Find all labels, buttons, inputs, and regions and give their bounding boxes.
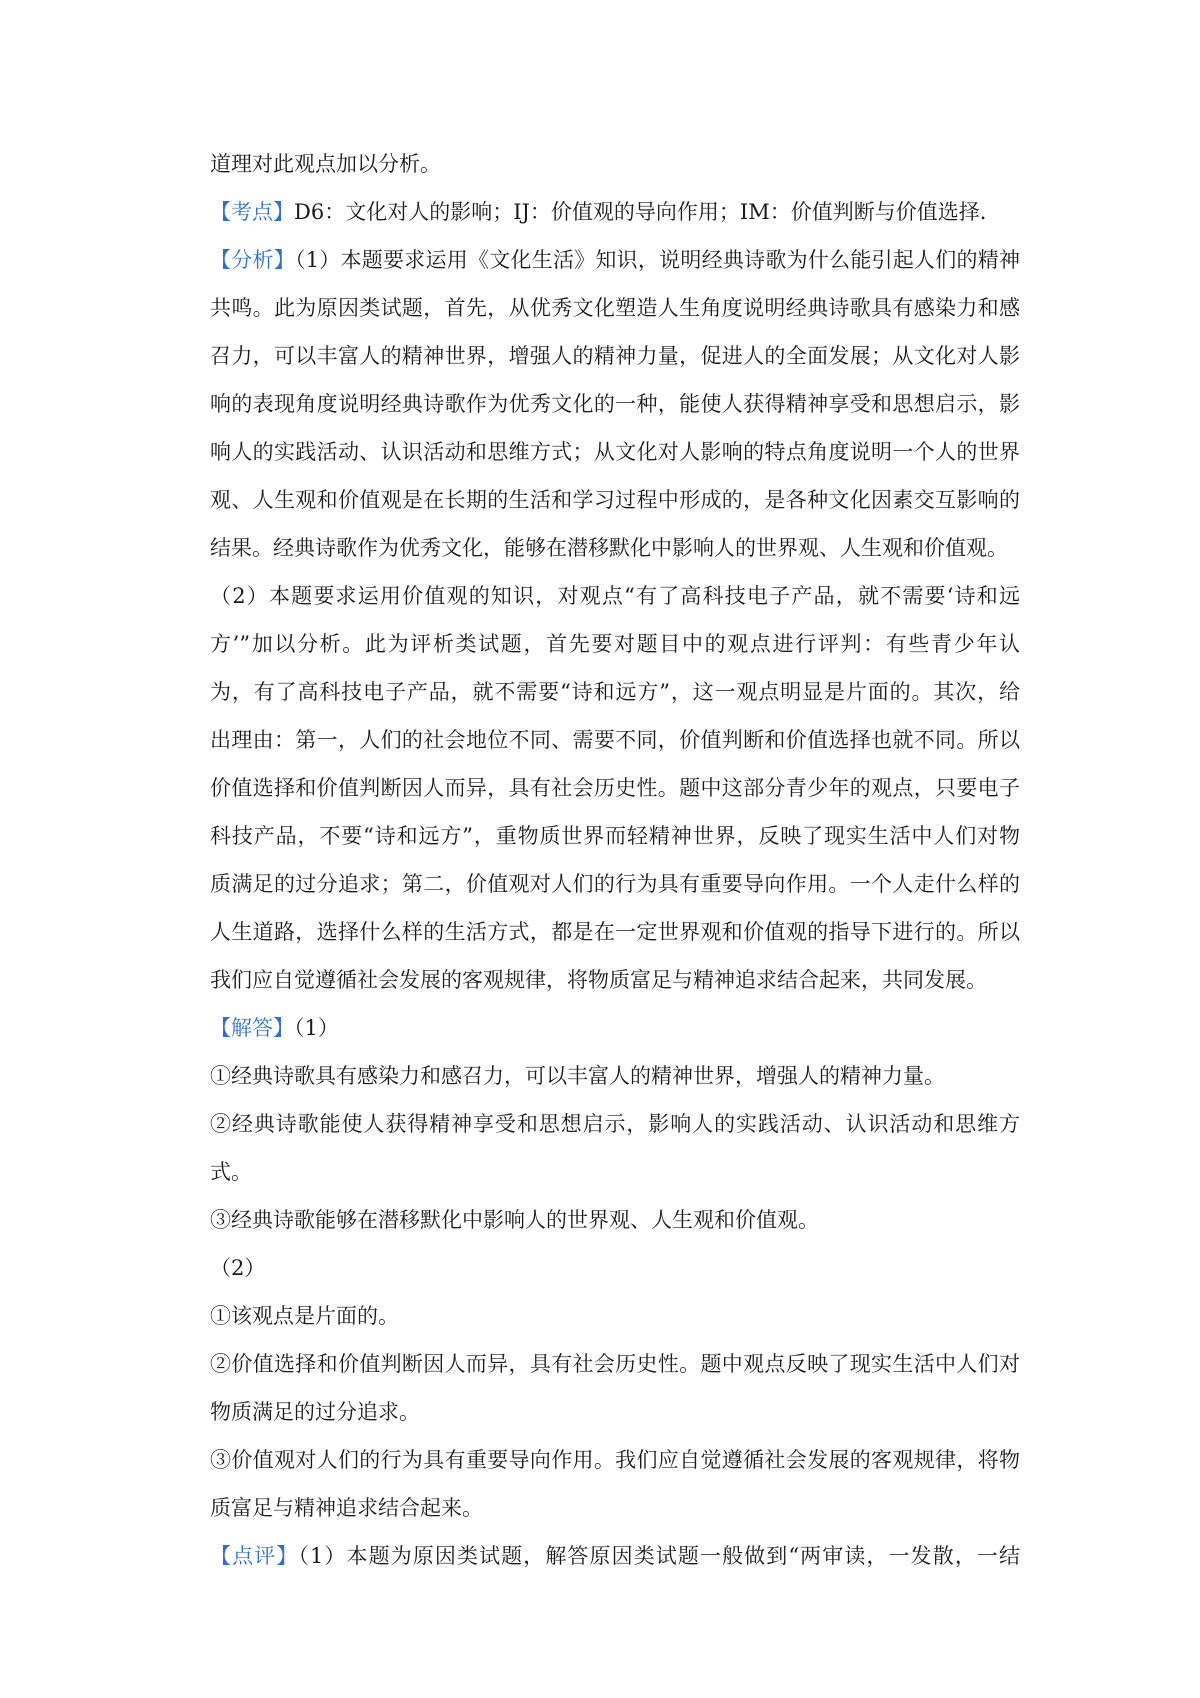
document-page: [210, 140, 1020, 1580]
line-text: 价值选择和价值判断因人而异，具有社会历史性。题中这部分青少年的观点，只要电子: [210, 776, 1020, 800]
section-tag-jieda: 【解答】: [210, 1016, 294, 1040]
line-text: 物质满足的过分追求。: [210, 1400, 420, 1424]
text-line: [210, 1340, 1020, 1388]
text-line: [210, 812, 1020, 860]
line-text: （2）本题要求运用价值观的知识，对观点“有了高科技电子产品，就不需要‘诗和远: [210, 584, 1020, 608]
text-line: [210, 284, 1020, 332]
line-text: 响人的实践活动、认识活动和思维方式；从文化对人影响的特点角度说明一个人的世界: [210, 440, 1020, 464]
line-text: 观、人生观和价值观是在长期的生活和学习过程中形成的，是各种文化因素交互影响的: [210, 488, 1020, 512]
text-line: [210, 620, 1020, 668]
text-line: [210, 1196, 1020, 1244]
section-tag-kaodian: 【考点】: [210, 200, 294, 224]
line-text: 响的表现角度说明经典诗歌作为优秀文化的一种，能使人获得精神享受和思想启示，影: [210, 392, 1020, 416]
line-text: （1）本题要求运用《文化生活》知识，说明经典诗歌为什么能引起人们的精神: [294, 248, 1021, 272]
text-line: [210, 332, 1020, 380]
text-line: [210, 140, 1020, 188]
text-line: [210, 1148, 1020, 1196]
text-line: [210, 1052, 1020, 1100]
line-text: （1）: [294, 1016, 339, 1040]
line-text: ②价值选择和价值判断因人而异，具有社会历史性。题中观点反映了现实生活中人们对: [210, 1352, 1020, 1376]
line-text: 为，有了高科技电子产品，就不需要“诗和远方”，这一观点明显是片面的。其次，给: [210, 680, 1020, 704]
text-line: [210, 1436, 1020, 1484]
text-line: [210, 1484, 1020, 1532]
text-line: [210, 668, 1020, 716]
line-text: ②经典诗歌能使人获得精神享受和思想启示，影响人的实践活动、认识活动和思维方: [210, 1112, 1020, 1136]
text-line: [210, 476, 1020, 524]
line-text: 我们应自觉遵循社会发展的客观规律，将物质富足与精神追求结合起来，共同发展。: [210, 968, 987, 992]
line-text: （2）: [210, 1256, 266, 1280]
line-text: ③价值观对人们的行为具有重要导向作用。我们应自觉遵循社会发展的客观规律，将物: [210, 1448, 1020, 1472]
line-text: ①经典诗歌具有感染力和感召力，可以丰富人的精神世界，增强人的精神力量。: [210, 1064, 945, 1088]
text-line: [210, 1292, 1020, 1340]
text-line: [210, 1100, 1020, 1148]
text-line: [210, 1004, 1020, 1052]
text-line: [210, 188, 1020, 236]
line-text: 出理由：第一，人们的社会地位不同、需要不同，价值判断和价值选择也就不同。所以: [210, 728, 1020, 752]
section-tag-fenxi: 【分析】: [210, 248, 295, 272]
line-text: 方’”加以分析。此为评析类试题，首先要对题目中的观点进行评判：有些青少年认: [210, 632, 1020, 656]
text-line: [210, 380, 1020, 428]
text-line: [210, 716, 1020, 764]
line-text: 共鸣。此为原因类试题，首先，从优秀文化塑造人生角度说明经典诗歌具有感染力和感: [210, 296, 1020, 320]
line-text: 召力，可以丰富人的精神世界，增强人的精神力量，促进人的全面发展；从文化对人影: [210, 344, 1020, 368]
text-line: [210, 908, 1020, 956]
text-line: [210, 956, 1020, 1004]
line-text: 人生道路，选择什么样的生活方式，都是在一定世界观和价值观的指导下进行的。所以: [210, 920, 1020, 944]
text-line: [210, 428, 1020, 476]
line-text: （1）本题为原因类试题，解答原因类试题一般做到“两审读，一发散，一结: [298, 1544, 1021, 1568]
line-text: ③经典诗歌能够在潜移默化中影响人的世界观、人生观和价值观。: [210, 1208, 819, 1232]
line-text: 结果。经典诗歌作为优秀文化，能够在潜移默化中影响人的世界观、人生观和价值观。: [210, 536, 1008, 560]
line-text: D6：文化对人的影响；IJ：价值观的导向作用；IM：价值判断与价值选择.: [294, 200, 987, 224]
line-text: 质满足的过分追求；第二，价值观对人们的行为具有重要导向作用。一个人走什么样的: [210, 872, 1020, 896]
line-text: 式。: [210, 1160, 252, 1184]
text-line: [210, 860, 1020, 908]
text-line: [210, 1388, 1020, 1436]
line-text: 科技产品，不要“诗和远方”，重物质世界而轻精神世界，反映了现实生活中人们对物: [210, 824, 1020, 848]
text-line: [210, 764, 1020, 812]
line-text: 质富足与精神追求结合起来。: [210, 1496, 483, 1520]
text-line: [210, 1532, 1020, 1580]
text-line: [210, 524, 1020, 572]
text-line: [210, 572, 1020, 620]
line-text: ①该观点是片面的。: [210, 1304, 399, 1328]
text-line: [210, 236, 1020, 284]
text-line: [210, 1244, 1020, 1292]
line-text: 道理对此观点加以分析。: [210, 152, 441, 176]
section-tag-dianping: 【点评】: [210, 1544, 299, 1568]
